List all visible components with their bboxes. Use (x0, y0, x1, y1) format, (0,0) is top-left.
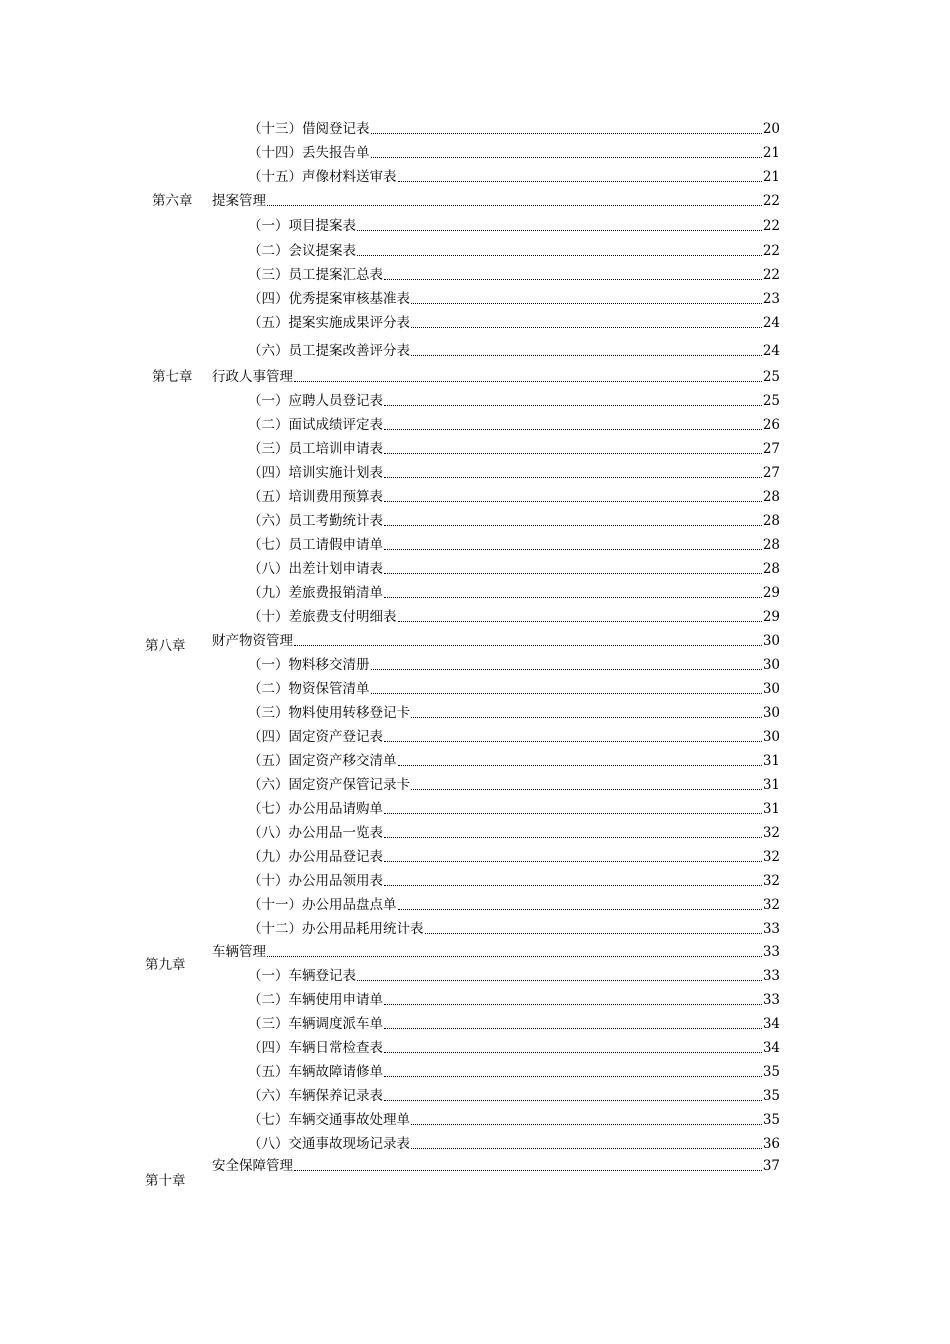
toc-entry-label: （五）固定资产移交清单 (248, 753, 397, 769)
dot-leader (384, 525, 762, 526)
toc-item-entry[interactable] (248, 241, 780, 261)
toc-item-entry[interactable] (248, 847, 780, 867)
chapter-number: 第八章 (145, 638, 186, 654)
dot-leader (384, 453, 762, 454)
toc-item-entry[interactable] (248, 313, 780, 333)
dot-leader (267, 205, 762, 206)
toc-chapter-entry[interactable] (212, 191, 780, 211)
dot-leader (384, 573, 762, 574)
dot-leader (411, 355, 762, 356)
toc-entry-label: （二）会议提案表 (248, 243, 356, 259)
toc-entry-page-number: 22 (762, 243, 780, 259)
toc-entry-page-number: 31 (762, 777, 780, 793)
dot-leader (357, 255, 762, 256)
toc-item-entry[interactable] (248, 1110, 780, 1130)
toc-item-entry[interactable] (248, 535, 780, 555)
toc-item-entry[interactable] (248, 823, 780, 843)
dot-leader (294, 1170, 762, 1171)
toc-item-entry[interactable] (248, 341, 780, 361)
toc-item-entry[interactable] (248, 679, 780, 699)
toc-entry-page-number: 37 (762, 1158, 780, 1174)
toc-entry-label: （九）办公用品登记表 (248, 849, 383, 865)
toc-item-entry[interactable] (248, 966, 780, 986)
toc-entry-label: （四）优秀提案审核基准表 (248, 291, 410, 307)
toc-item-entry[interactable] (248, 871, 780, 891)
toc-entry-label: （一）项目提案表 (248, 218, 356, 234)
toc-entry-page-number: 31 (762, 753, 780, 769)
chapter-number: 第六章 (152, 193, 193, 209)
toc-entry-page-number: 24 (762, 343, 780, 359)
toc-entry-page-number: 26 (762, 417, 780, 433)
toc-entry-label: （七）车辆交通事故处理单 (248, 1112, 410, 1128)
dot-leader (398, 181, 762, 182)
toc-item-entry[interactable] (248, 1038, 780, 1058)
toc-chapter-entry[interactable] (212, 367, 780, 387)
dot-leader (384, 1028, 762, 1029)
dot-leader (384, 501, 762, 502)
toc-entry-page-number: 30 (762, 705, 780, 721)
toc-entry-page-number: 21 (762, 145, 780, 161)
toc-entry-label: （六）员工考勤统计表 (248, 513, 383, 529)
toc-entry-label: （九）差旅费报销清单 (248, 585, 383, 601)
toc-entry-label: 安全保障管理 (212, 1158, 293, 1174)
dot-leader (398, 909, 762, 910)
toc-entry-page-number: 33 (762, 944, 780, 960)
toc-entry-page-number: 22 (762, 218, 780, 234)
toc-item-entry[interactable] (248, 655, 780, 675)
dot-leader (384, 279, 762, 280)
toc-entry-page-number: 25 (762, 393, 780, 409)
toc-item-entry[interactable] (248, 607, 780, 627)
toc-entry-label: （十一）办公用品盘点单 (248, 897, 397, 913)
dot-leader (425, 933, 762, 934)
dot-leader (411, 789, 762, 790)
dot-leader (384, 1100, 762, 1101)
toc-item-entry[interactable] (248, 167, 780, 187)
dot-leader (384, 549, 762, 550)
toc-item-entry[interactable] (248, 265, 780, 285)
toc-entry-label: （八）办公用品一览表 (248, 825, 383, 841)
toc-entry-page-number: 35 (762, 1112, 780, 1128)
toc-entry-label: （七）员工请假申请单 (248, 537, 383, 553)
dot-leader (357, 230, 762, 231)
toc-entry-label: （三）员工培训申请表 (248, 441, 383, 457)
dot-leader (294, 381, 762, 382)
toc-entry-label: （二）面试成绩评定表 (248, 417, 383, 433)
toc-item-entry[interactable] (248, 990, 780, 1010)
dot-leader (384, 1076, 762, 1077)
toc-item-entry[interactable] (248, 439, 780, 459)
toc-entry-label: （五）提案实施成果评分表 (248, 315, 410, 331)
toc-entry-page-number: 25 (762, 369, 780, 385)
toc-item-entry[interactable] (248, 119, 780, 139)
toc-item-entry[interactable] (248, 799, 780, 819)
toc-entry-label: （一）物料移交清册 (248, 657, 370, 673)
toc-entry-page-number: 36 (762, 1136, 780, 1152)
toc-entry-label: （三）员工提案汇总表 (248, 267, 383, 283)
toc-entry-page-number: 23 (762, 291, 780, 307)
toc-entry-label: （四）培训实施计划表 (248, 465, 383, 481)
dot-leader (371, 133, 762, 134)
toc-item-entry[interactable] (248, 511, 780, 531)
toc-entry-page-number: 34 (762, 1040, 780, 1056)
toc-entry-label: （六）固定资产保管记录卡 (248, 777, 410, 793)
toc-entry-page-number: 27 (762, 465, 780, 481)
toc-entry-page-number: 28 (762, 489, 780, 505)
dot-leader (384, 837, 762, 838)
toc-chapter-entry[interactable] (212, 631, 780, 651)
dot-leader (411, 1148, 762, 1149)
toc-item-entry[interactable] (248, 415, 780, 435)
toc-item-entry[interactable] (248, 1086, 780, 1106)
toc-entry-page-number: 28 (762, 513, 780, 529)
toc-item-entry[interactable] (248, 289, 780, 309)
toc-entry-label: （八）交通事故现场记录表 (248, 1136, 410, 1152)
toc-entry-page-number: 30 (762, 633, 780, 649)
dot-leader (398, 765, 762, 766)
toc-entry-label: （二）车辆使用申请单 (248, 992, 383, 1008)
toc-entry-label: （十三）借阅登记表 (248, 121, 370, 137)
toc-entry-label: （四）固定资产登记表 (248, 729, 383, 745)
dot-leader (384, 1004, 762, 1005)
toc-entry-page-number: 35 (762, 1088, 780, 1104)
dot-leader (384, 741, 762, 742)
toc-entry-label: 财产物资管理 (212, 633, 293, 649)
dot-leader (384, 861, 762, 862)
toc-item-entry[interactable] (248, 1134, 780, 1154)
toc-entry-label: （六）员工提案改善评分表 (248, 343, 410, 359)
toc-item-entry[interactable] (248, 143, 780, 163)
dot-leader (371, 669, 762, 670)
toc-entry-page-number: 33 (762, 921, 780, 937)
toc-entry-label: （八）出差计划申请表 (248, 561, 383, 577)
toc-entry-page-number: 22 (762, 267, 780, 283)
toc-entry-page-number: 24 (762, 315, 780, 331)
dot-leader (384, 813, 762, 814)
toc-chapter-entry[interactable] (212, 942, 780, 962)
dot-leader (294, 645, 762, 646)
toc-entry-label: （一）车辆登记表 (248, 968, 356, 984)
toc-entry-label: 车辆管理 (212, 944, 266, 960)
toc-item-entry[interactable] (248, 919, 780, 939)
toc-entry-label: （十四）丢失报告单 (248, 145, 370, 161)
toc-item-entry[interactable] (248, 1062, 780, 1082)
dot-leader (267, 956, 762, 957)
toc-item-entry[interactable] (248, 1014, 780, 1034)
toc-entry-page-number: 32 (762, 825, 780, 841)
toc-entry-page-number: 30 (762, 657, 780, 673)
toc-item-entry[interactable] (248, 216, 780, 236)
dot-leader (398, 621, 762, 622)
dot-leader (411, 717, 762, 718)
dot-leader (357, 980, 762, 981)
toc-item-entry[interactable] (248, 559, 780, 579)
dot-leader (371, 157, 762, 158)
toc-item-entry[interactable] (248, 703, 780, 723)
toc-entry-page-number: 28 (762, 537, 780, 553)
dot-leader (411, 303, 762, 304)
toc-entry-page-number: 35 (762, 1064, 780, 1080)
toc-entry-page-number: 34 (762, 1016, 780, 1032)
toc-item-entry[interactable] (248, 775, 780, 795)
dot-leader (411, 1124, 762, 1125)
toc-entry-page-number: 29 (762, 585, 780, 601)
dot-leader (384, 405, 762, 406)
dot-leader (384, 885, 762, 886)
toc-item-entry[interactable] (248, 487, 780, 507)
toc-entry-label: 提案管理 (212, 193, 266, 209)
toc-entry-page-number: 32 (762, 873, 780, 889)
toc-item-entry[interactable] (248, 727, 780, 747)
dot-leader (384, 477, 762, 478)
dot-leader (371, 693, 762, 694)
toc-entry-page-number: 32 (762, 849, 780, 865)
toc-entry-label: （三）车辆调度派车单 (248, 1016, 383, 1032)
toc-entry-page-number: 30 (762, 729, 780, 745)
toc-entry-label: （四）车辆日常检查表 (248, 1040, 383, 1056)
toc-entry-label: （七）办公用品请购单 (248, 801, 383, 817)
dot-leader (411, 327, 762, 328)
toc-entry-page-number: 22 (762, 193, 780, 209)
chapter-number: 第十章 (145, 1173, 186, 1189)
toc-entry-label: （十）办公用品领用表 (248, 873, 383, 889)
toc-entry-label: （十）差旅费支付明细表 (248, 609, 397, 625)
toc-entry-page-number: 29 (762, 609, 780, 625)
toc-entry-page-number: 32 (762, 897, 780, 913)
toc-entry-page-number: 21 (762, 169, 780, 185)
toc-chapter-entry[interactable] (212, 1156, 780, 1176)
toc-entry-label: （五）培训费用预算表 (248, 489, 383, 505)
dot-leader (384, 1052, 762, 1053)
chapter-number: 第九章 (145, 957, 186, 973)
toc-entry-page-number: 20 (762, 121, 780, 137)
toc-entry-page-number: 33 (762, 992, 780, 1008)
toc-entry-page-number: 30 (762, 681, 780, 697)
dot-leader (384, 429, 762, 430)
toc-entry-label: （十二）办公用品耗用统计表 (248, 921, 424, 937)
toc-item-entry[interactable] (248, 751, 780, 771)
toc-entry-label: （二）物资保管清单 (248, 681, 370, 697)
toc-entry-label: 行政人事管理 (212, 369, 293, 385)
toc-entry-page-number: 27 (762, 441, 780, 457)
toc-item-entry[interactable] (248, 463, 780, 483)
toc-entry-label: （六）车辆保养记录表 (248, 1088, 383, 1104)
chapter-number: 第七章 (152, 369, 193, 385)
toc-entry-label: （三）物料使用转移登记卡 (248, 705, 410, 721)
toc-entry-label: （五）车辆故障请修单 (248, 1064, 383, 1080)
toc-entry-page-number: 33 (762, 968, 780, 984)
toc-entry-page-number: 31 (762, 801, 780, 817)
toc-entry-page-number: 28 (762, 561, 780, 577)
toc-item-entry[interactable] (248, 583, 780, 603)
toc-entry-label: （一）应聘人员登记表 (248, 393, 383, 409)
toc-entry-label: （十五）声像材料送审表 (248, 169, 397, 185)
toc-item-entry[interactable] (248, 391, 780, 411)
toc-item-entry[interactable] (248, 895, 780, 915)
dot-leader (384, 597, 762, 598)
